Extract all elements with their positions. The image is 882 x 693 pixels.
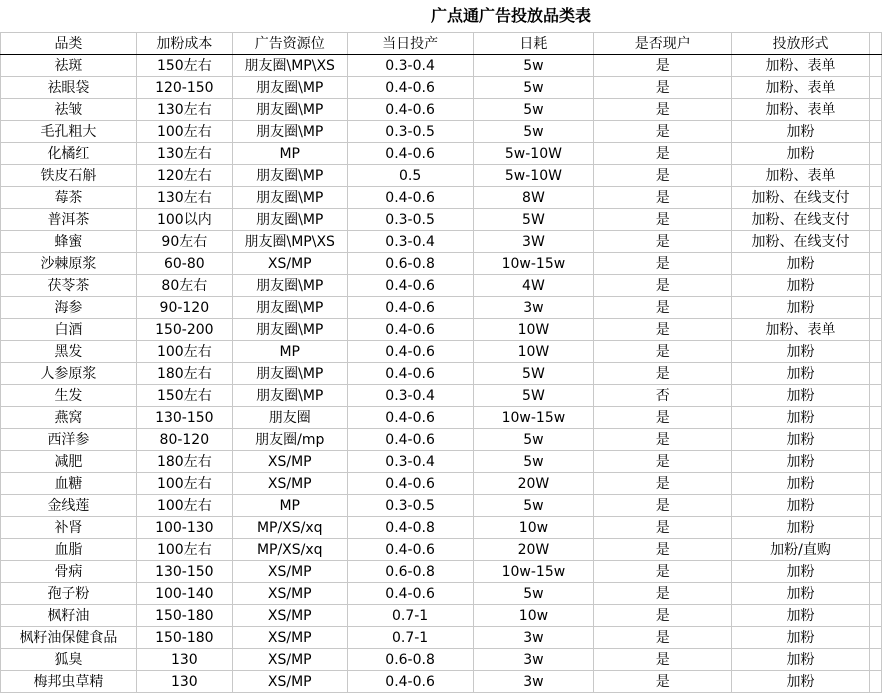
table-row — [1, 143, 882, 165]
cell-cost[interactable]: 120-150 — [136, 77, 232, 99]
cell-category[interactable]: 海参 — [1, 297, 137, 319]
empty-cell[interactable] — [869, 649, 881, 671]
header-row — [1, 33, 882, 55]
cell-placement[interactable]: 朋友圈\MP — [232, 297, 347, 319]
cell-placement[interactable]: MP — [232, 495, 347, 517]
cell-cost[interactable]: 60-80 — [136, 253, 232, 275]
table-row — [1, 517, 882, 539]
table-row — [1, 561, 882, 583]
table-row — [1, 319, 882, 341]
empty-cell[interactable] — [869, 671, 881, 693]
cell-existing-account[interactable]: 是 — [594, 539, 732, 561]
cell-category[interactable]: 沙棘原浆 — [1, 253, 137, 275]
empty-cell[interactable] — [869, 495, 881, 517]
cell-daily-spend[interactable]: 5w — [473, 99, 594, 121]
empty-cell[interactable] — [869, 275, 881, 297]
cell-placement[interactable]: XS/MP — [232, 627, 347, 649]
cell-category[interactable]: 茯苓茶 — [1, 275, 137, 297]
cell-cost[interactable]: 130左右 — [136, 99, 232, 121]
cell-cost[interactable]: 180左右 — [136, 451, 232, 473]
cell-placement[interactable]: XS/MP — [232, 583, 347, 605]
table-row — [1, 363, 882, 385]
cell-category[interactable]: 黑发 — [1, 341, 137, 363]
empty-cell[interactable] — [869, 407, 881, 429]
cell-placement[interactable]: 朋友圈\MP — [232, 99, 347, 121]
cell-delivery-form[interactable]: 加粉 — [732, 363, 870, 385]
cell-category[interactable]: 生发 — [1, 385, 137, 407]
empty-cell[interactable] — [869, 539, 881, 561]
cell-placement[interactable]: XS/MP — [232, 253, 347, 275]
cell-placement[interactable]: 朋友圈 — [232, 407, 347, 429]
table-body — [1, 33, 882, 693]
cell-delivery-form[interactable]: 加粉、表单 — [732, 319, 870, 341]
cell-delivery-form[interactable]: 加粉、表单 — [732, 165, 870, 187]
cell-delivery-form[interactable]: 加粉 — [732, 275, 870, 297]
cell-existing-account[interactable]: 是 — [594, 627, 732, 649]
cell-roi[interactable]: 0.6-0.8 — [347, 649, 473, 671]
cell-cost[interactable]: 150-180 — [136, 605, 232, 627]
cell-existing-account[interactable]: 是 — [594, 77, 732, 99]
empty-cell[interactable] — [869, 187, 881, 209]
cell-daily-spend[interactable]: 10w-15w — [473, 561, 594, 583]
cell-delivery-form[interactable]: 加粉 — [732, 143, 870, 165]
cell-daily-spend[interactable]: 5w-10W — [473, 165, 594, 187]
cell-placement[interactable]: XS/MP — [232, 671, 347, 693]
empty-cell[interactable] — [869, 253, 881, 275]
empty-cell[interactable] — [869, 55, 881, 77]
table-row — [1, 539, 882, 561]
cell-existing-account[interactable]: 是 — [594, 55, 732, 77]
cell-category[interactable]: 枫籽油保健食品 — [1, 627, 137, 649]
cell-daily-spend[interactable]: 5w-10W — [473, 143, 594, 165]
cell-cost[interactable]: 130-150 — [136, 561, 232, 583]
empty-cell[interactable] — [869, 385, 881, 407]
cell-daily-spend[interactable]: 3w — [473, 627, 594, 649]
cell-daily-spend[interactable]: 10W — [473, 341, 594, 363]
cell-placement[interactable]: MP — [232, 143, 347, 165]
cell-roi[interactable]: 0.3-0.4 — [347, 55, 473, 77]
table-row — [1, 627, 882, 649]
cell-delivery-form[interactable]: 加粉 — [732, 495, 870, 517]
table-row — [1, 231, 882, 253]
empty-cell[interactable] — [869, 363, 881, 385]
table-row — [1, 605, 882, 627]
cell-existing-account[interactable]: 是 — [594, 143, 732, 165]
cell-existing-account[interactable]: 是 — [594, 671, 732, 693]
cell-category[interactable]: 孢子粉 — [1, 583, 137, 605]
cell-existing-account[interactable]: 是 — [594, 165, 732, 187]
cell-existing-account[interactable]: 是 — [594, 297, 732, 319]
cell-placement[interactable]: XS/MP — [232, 605, 347, 627]
cell-roi[interactable]: 0.4-0.6 — [347, 407, 473, 429]
cell-existing-account[interactable]: 是 — [594, 517, 732, 539]
cell-placement[interactable]: 朋友圈\MP — [232, 121, 347, 143]
cell-roi[interactable]: 0.4-0.6 — [347, 473, 473, 495]
cell-existing-account[interactable]: 是 — [594, 275, 732, 297]
cell-cost[interactable]: 150左右 — [136, 385, 232, 407]
cell-cost[interactable]: 130 — [136, 671, 232, 693]
table-row — [1, 385, 882, 407]
cell-roi[interactable]: 0.7-1 — [347, 605, 473, 627]
cell-delivery-form[interactable]: 加粉 — [732, 121, 870, 143]
cell-cost[interactable]: 120左右 — [136, 165, 232, 187]
table-row — [1, 275, 882, 297]
cell-existing-account[interactable]: 是 — [594, 319, 732, 341]
sheet-title — [0, 0, 882, 32]
cell-existing-account[interactable]: 是 — [594, 451, 732, 473]
table-row — [1, 429, 882, 451]
cell-cost[interactable]: 150左右 — [136, 55, 232, 77]
cell-roi[interactable]: 0.3-0.4 — [347, 231, 473, 253]
cell-roi[interactable]: 0.4-0.8 — [347, 517, 473, 539]
empty-cell[interactable] — [869, 99, 881, 121]
cell-category[interactable]: 枫籽油 — [1, 605, 137, 627]
cell-daily-spend[interactable]: 8W — [473, 187, 594, 209]
cell-roi[interactable]: 0.3-0.4 — [347, 385, 473, 407]
empty-cell[interactable] — [869, 33, 881, 55]
table-row — [1, 253, 882, 275]
cell-existing-account[interactable]: 是 — [594, 209, 732, 231]
cell-category[interactable]: 梅邦虫草精 — [1, 671, 137, 693]
cell-cost[interactable]: 100左右 — [136, 473, 232, 495]
cell-daily-spend[interactable]: 5W — [473, 363, 594, 385]
cell-daily-spend[interactable]: 5w — [473, 55, 594, 77]
cell-placement[interactable]: 朋友圈\MP\XS — [232, 55, 347, 77]
cell-delivery-form[interactable]: 加粉 — [732, 671, 870, 693]
cell-daily-spend[interactable]: 5w — [473, 451, 594, 473]
cell-roi[interactable]: 0.6-0.8 — [347, 253, 473, 275]
cell-roi[interactable]: 0.5 — [347, 165, 473, 187]
header-placement[interactable]: 广告资源位 — [232, 33, 347, 55]
cell-daily-spend[interactable]: 10w-15w — [473, 407, 594, 429]
table-row — [1, 77, 882, 99]
table-row — [1, 407, 882, 429]
table-row — [1, 99, 882, 121]
table-row — [1, 495, 882, 517]
cell-cost[interactable]: 90左右 — [136, 231, 232, 253]
cell-delivery-form[interactable]: 加粉 — [732, 517, 870, 539]
cell-existing-account[interactable]: 是 — [594, 407, 732, 429]
empty-cell[interactable] — [869, 605, 881, 627]
cell-category[interactable]: 普洱茶 — [1, 209, 137, 231]
cell-daily-spend[interactable]: 5w — [473, 429, 594, 451]
cell-roi[interactable]: 0.7-1 — [347, 627, 473, 649]
cell-existing-account[interactable]: 是 — [594, 605, 732, 627]
cell-daily-spend[interactable]: 5w — [473, 583, 594, 605]
empty-cell[interactable] — [869, 165, 881, 187]
cell-delivery-form[interactable]: 加粉 — [732, 583, 870, 605]
cell-placement[interactable]: 朋友圈\MP — [232, 363, 347, 385]
cell-existing-account[interactable]: 是 — [594, 341, 732, 363]
cell-existing-account[interactable]: 是 — [594, 583, 732, 605]
cell-category[interactable]: 白酒 — [1, 319, 137, 341]
cell-category[interactable]: 血糖 — [1, 473, 137, 495]
cell-existing-account[interactable]: 是 — [594, 253, 732, 275]
cell-placement[interactable]: 朋友圈\MP — [232, 385, 347, 407]
cell-roi[interactable]: 0.4-0.6 — [347, 429, 473, 451]
cell-category[interactable]: 人参原浆 — [1, 363, 137, 385]
cell-category[interactable]: 金线莲 — [1, 495, 137, 517]
cell-category[interactable]: 蜂蜜 — [1, 231, 137, 253]
cell-category[interactable]: 莓茶 — [1, 187, 137, 209]
cell-cost[interactable]: 100-130 — [136, 517, 232, 539]
cell-roi[interactable]: 0.6-0.8 — [347, 561, 473, 583]
table-row — [1, 55, 882, 77]
cell-cost[interactable]: 100以内 — [136, 209, 232, 231]
cell-cost[interactable]: 150-180 — [136, 627, 232, 649]
cell-roi[interactable]: 0.4-0.6 — [347, 319, 473, 341]
cell-roi[interactable]: 0.4-0.6 — [347, 187, 473, 209]
cell-daily-spend[interactable]: 20W — [473, 539, 594, 561]
cell-daily-spend[interactable]: 3w — [473, 297, 594, 319]
cell-existing-account[interactable]: 是 — [594, 99, 732, 121]
cell-delivery-form[interactable]: 加粉 — [732, 561, 870, 583]
cell-roi[interactable]: 0.3-0.5 — [347, 121, 473, 143]
empty-cell[interactable] — [869, 583, 881, 605]
empty-cell[interactable] — [869, 143, 881, 165]
cell-placement[interactable]: 朋友圈\MP — [232, 187, 347, 209]
cell-cost[interactable]: 80-120 — [136, 429, 232, 451]
cell-existing-account[interactable]: 是 — [594, 649, 732, 671]
empty-cell[interactable] — [869, 561, 881, 583]
cell-daily-spend[interactable]: 5w — [473, 495, 594, 517]
empty-cell[interactable] — [869, 297, 881, 319]
cell-placement[interactable]: MP/XS/xq — [232, 539, 347, 561]
cell-delivery-form[interactable]: 加粉、表单 — [732, 55, 870, 77]
empty-cell[interactable] — [869, 451, 881, 473]
cell-category[interactable]: 祛皱 — [1, 99, 137, 121]
cell-placement[interactable]: XS/MP — [232, 649, 347, 671]
table-row — [1, 671, 882, 693]
cell-daily-spend[interactable]: 4W — [473, 275, 594, 297]
empty-cell[interactable] — [869, 517, 881, 539]
cell-delivery-form[interactable]: 加粉、在线支付 — [732, 187, 870, 209]
cell-placement[interactable]: 朋友圈\MP — [232, 209, 347, 231]
cell-cost[interactable]: 100左右 — [136, 341, 232, 363]
cell-delivery-form[interactable]: 加粉 — [732, 297, 870, 319]
cell-delivery-form[interactable]: 加粉 — [732, 627, 870, 649]
cell-roi[interactable]: 0.4-0.6 — [347, 671, 473, 693]
table-row — [1, 341, 882, 363]
cell-category[interactable]: 铁皮石斛 — [1, 165, 137, 187]
cell-roi[interactable]: 0.3-0.4 — [347, 451, 473, 473]
table-row — [1, 649, 882, 671]
cell-cost[interactable]: 130左右 — [136, 187, 232, 209]
cell-placement[interactable]: MP/XS/xq — [232, 517, 347, 539]
cell-existing-account[interactable]: 是 — [594, 429, 732, 451]
cell-daily-spend[interactable]: 10w-15w — [473, 253, 594, 275]
cell-roi[interactable]: 0.4-0.6 — [347, 99, 473, 121]
cell-placement[interactable]: 朋友圈\MP\XS — [232, 231, 347, 253]
empty-cell[interactable] — [869, 77, 881, 99]
cell-placement[interactable]: 朋友圈\MP — [232, 319, 347, 341]
cell-roi[interactable]: 0.4-0.6 — [347, 539, 473, 561]
cell-roi[interactable]: 0.4-0.6 — [347, 583, 473, 605]
cell-roi[interactable]: 0.4-0.6 — [347, 275, 473, 297]
cell-category[interactable]: 血脂 — [1, 539, 137, 561]
cell-daily-spend[interactable]: 3w — [473, 671, 594, 693]
cell-cost[interactable]: 80左右 — [136, 275, 232, 297]
cell-daily-spend[interactable]: 5w — [473, 77, 594, 99]
cell-roi[interactable]: 0.4-0.6 — [347, 341, 473, 363]
header-category[interactable]: 品类 — [1, 33, 137, 55]
empty-cell[interactable] — [869, 319, 881, 341]
cell-category[interactable]: 燕窝 — [1, 407, 137, 429]
cell-existing-account[interactable]: 是 — [594, 187, 732, 209]
cell-category[interactable]: 补肾 — [1, 517, 137, 539]
cell-existing-account[interactable]: 是 — [594, 561, 732, 583]
empty-cell[interactable] — [869, 231, 881, 253]
header-roi[interactable]: 当日投产 — [347, 33, 473, 55]
table-row — [1, 165, 882, 187]
cell-existing-account[interactable]: 是 — [594, 121, 732, 143]
cell-placement[interactable]: XS/MP — [232, 451, 347, 473]
empty-cell[interactable] — [869, 341, 881, 363]
table-row — [1, 583, 882, 605]
cell-delivery-form[interactable]: 加粉 — [732, 649, 870, 671]
header-cost[interactable]: 加粉成本 — [136, 33, 232, 55]
cell-cost[interactable]: 130-150 — [136, 407, 232, 429]
cell-placement[interactable]: 朋友圈\MP — [232, 165, 347, 187]
sheet-title-text: 广点通广告投放品类表 — [430, 6, 591, 25]
table-row — [1, 209, 882, 231]
cell-placement[interactable]: XS/MP — [232, 473, 347, 495]
cell-delivery-form[interactable]: 加粉 — [732, 407, 870, 429]
cell-daily-spend[interactable]: 20W — [473, 473, 594, 495]
header-daily-spend[interactable]: 日耗 — [473, 33, 594, 55]
cell-delivery-form[interactable]: 加粉、在线支付 — [732, 231, 870, 253]
cell-delivery-form[interactable]: 加粉 — [732, 429, 870, 451]
table-row — [1, 187, 882, 209]
table-row — [1, 297, 882, 319]
empty-cell[interactable] — [869, 209, 881, 231]
cell-delivery-form[interactable]: 加粉、表单 — [732, 77, 870, 99]
cell-cost[interactable]: 180左右 — [136, 363, 232, 385]
cell-cost[interactable]: 130 — [136, 649, 232, 671]
cell-daily-spend[interactable]: 10W — [473, 319, 594, 341]
cell-delivery-form[interactable]: 加粉 — [732, 341, 870, 363]
cell-placement[interactable]: 朋友圈/mp — [232, 429, 347, 451]
cell-delivery-form[interactable]: 加粉 — [732, 451, 870, 473]
cell-category[interactable]: 西洋参 — [1, 429, 137, 451]
empty-cell[interactable] — [869, 473, 881, 495]
cell-roi[interactable]: 0.4-0.6 — [347, 143, 473, 165]
cell-category[interactable]: 祛斑 — [1, 55, 137, 77]
cell-roi[interactable]: 0.3-0.5 — [347, 209, 473, 231]
cell-daily-spend[interactable]: 10w — [473, 517, 594, 539]
cell-cost[interactable]: 100左右 — [136, 495, 232, 517]
cell-roi[interactable]: 0.4-0.6 — [347, 363, 473, 385]
cell-delivery-form[interactable]: 加粉 — [732, 385, 870, 407]
cell-daily-spend[interactable]: 10w — [473, 605, 594, 627]
cell-delivery-form[interactable]: 加粉、表单 — [732, 99, 870, 121]
empty-cell[interactable] — [869, 627, 881, 649]
cell-cost[interactable]: 100左右 — [136, 539, 232, 561]
cell-delivery-form[interactable]: 加粉 — [732, 253, 870, 275]
cell-delivery-form[interactable]: 加粉、在线支付 — [732, 209, 870, 231]
cell-category[interactable]: 毛孔粗大 — [1, 121, 137, 143]
cell-existing-account[interactable]: 是 — [594, 363, 732, 385]
cell-cost[interactable]: 130左右 — [136, 143, 232, 165]
cell-cost[interactable]: 150-200 — [136, 319, 232, 341]
cell-category[interactable]: 减肥 — [1, 451, 137, 473]
cell-daily-spend[interactable]: 5w — [473, 121, 594, 143]
cell-delivery-form[interactable]: 加粉 — [732, 605, 870, 627]
table-row — [1, 473, 882, 495]
cell-cost[interactable]: 100左右 — [136, 121, 232, 143]
cell-category[interactable]: 祛眼袋 — [1, 77, 137, 99]
cell-existing-account[interactable]: 是 — [594, 231, 732, 253]
cell-category[interactable]: 狐臭 — [1, 649, 137, 671]
cell-daily-spend[interactable]: 5W — [473, 385, 594, 407]
cell-roi[interactable]: 0.4-0.6 — [347, 297, 473, 319]
category-table — [0, 32, 882, 693]
table-row — [1, 121, 882, 143]
cell-category[interactable]: 化橘红 — [1, 143, 137, 165]
cell-delivery-form[interactable]: 加粉/直购 — [732, 539, 870, 561]
cell-existing-account[interactable]: 否 — [594, 385, 732, 407]
cell-placement[interactable]: MP — [232, 341, 347, 363]
cell-cost[interactable]: 100-140 — [136, 583, 232, 605]
cell-placement[interactable]: 朋友圈\MP — [232, 77, 347, 99]
cell-daily-spend[interactable]: 3W — [473, 231, 594, 253]
cell-placement[interactable]: 朋友圈\MP — [232, 275, 347, 297]
table-row — [1, 451, 882, 473]
cell-daily-spend[interactable]: 5W — [473, 209, 594, 231]
empty-cell[interactable] — [869, 121, 881, 143]
cell-existing-account[interactable]: 是 — [594, 495, 732, 517]
cell-daily-spend[interactable]: 3w — [473, 649, 594, 671]
cell-placement[interactable]: XS/MP — [232, 561, 347, 583]
header-existing-account[interactable]: 是否现户 — [594, 33, 732, 55]
empty-cell[interactable] — [869, 429, 881, 451]
cell-category[interactable]: 骨病 — [1, 561, 137, 583]
cell-existing-account[interactable]: 是 — [594, 473, 732, 495]
cell-roi[interactable]: 0.3-0.5 — [347, 495, 473, 517]
cell-delivery-form[interactable]: 加粉 — [732, 473, 870, 495]
cell-cost[interactable]: 90-120 — [136, 297, 232, 319]
header-delivery-form[interactable]: 投放形式 — [732, 33, 870, 55]
cell-roi[interactable]: 0.4-0.6 — [347, 77, 473, 99]
